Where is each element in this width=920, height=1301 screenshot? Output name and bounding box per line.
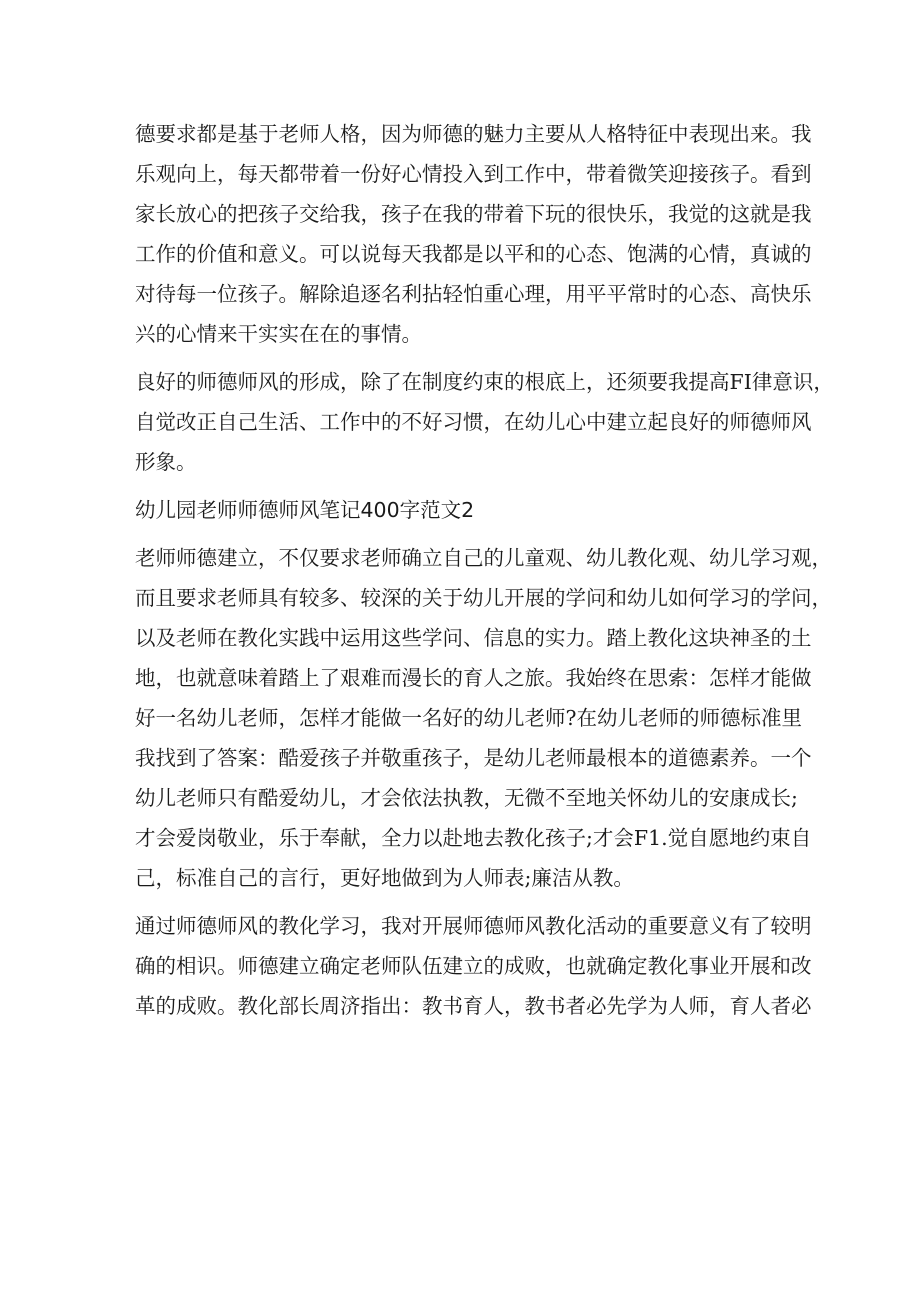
paragraph-1 xyxy=(135,114,812,354)
paragraph-2 xyxy=(135,362,834,482)
paragraph-3 xyxy=(135,538,832,898)
text-line: 兴的心情来干实实在在的事情。 xyxy=(135,322,422,346)
text-line: 以及老师在教化实践中运用这些学问、信息的实力。踏上教化这块神圣的土 xyxy=(135,626,812,650)
text-line: 好一名幼儿老师，怎样才能做一名好的幼儿老师?在幼儿老师的师德标准里 xyxy=(135,706,802,730)
text-line: 德要求都是基于老师人格，因为师德的魅力主要从人格特征中表现出来。我 xyxy=(135,122,812,146)
text-line: 老师师德建立，不仅要求老师确立自己的儿童观、幼儿教化观、幼儿学习观， xyxy=(135,546,832,570)
text-line: 确的相识。师德建立确定老师队伍建立的成败，也就确定教化事业开展和改 xyxy=(135,954,812,978)
text-line: 通过师德师风的教化学习，我对开展师德师风教化活动的重要意义有了较明 xyxy=(135,914,812,938)
text-line: 己，标准自己的言行，更好地做到为人师表;廉洁从教。 xyxy=(135,866,634,890)
text-line: 良好的师德师风的形成，除了在制度约束的根底上，还须要我提高FI律意识， xyxy=(135,370,834,394)
text-line: 而且要求老师具有较多、较深的关于幼儿开展的学问和幼儿如何学习的学问， xyxy=(135,586,832,610)
text-line: 我找到了答案：酷爱孩子并敬重孩子，是幼儿老师最根本的道德素养。一个 xyxy=(135,746,812,770)
text-line: 工作的价值和意义。可以说每天我都是以平和的心态、饱满的心情，真诚的 xyxy=(135,242,812,266)
text-line: 形象。 xyxy=(135,450,197,474)
section-heading: 幼儿园老师师德师风笔记400字范文2 xyxy=(135,498,475,522)
document-body xyxy=(135,114,834,1034)
text-line: 才会爱岗敬业，乐于奉献，全力以赴地去教化孩子;才会F1.觉自愿地约束自 xyxy=(135,826,812,850)
text-line: 对待每一位孩子。解除追逐名利拈轻怕重心理，用平平常时的心态、高快乐 xyxy=(135,282,812,306)
paragraph-4 xyxy=(135,906,812,1026)
text-line: 革的成败。教化部长周济指出：教书育人，教书者必先学为人师，育人者必 xyxy=(135,994,812,1018)
text-line: 地，也就意味着踏上了艰难而漫长的育人之旅。我始终在思索：怎样才能做 xyxy=(135,666,812,690)
text-line: 乐观向上，每天都带着一份好心情投入到工作中，带着微笑迎接孩子。看到 xyxy=(135,162,812,186)
text-line: 自觉改正自己生活、工作中的不好习惯，在幼儿心中建立起良好的师德师风 xyxy=(135,410,812,434)
text-line: 幼儿老师只有酷爱幼儿，才会依法执教，无微不至地关怀幼儿的安康成长; xyxy=(135,786,798,810)
text-line: 家长放心的把孩子交给我，孩子在我的带着下玩的很快乐，我觉的这就是我 xyxy=(135,202,812,226)
